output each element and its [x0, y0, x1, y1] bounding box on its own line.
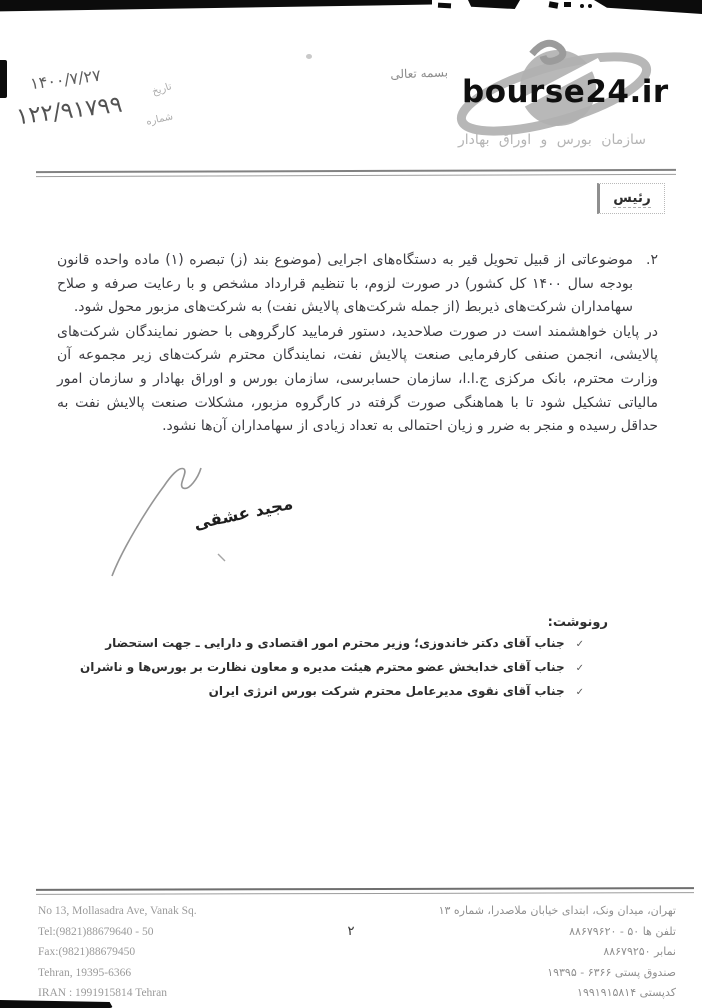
- besmele-text: بسمه تعالی: [390, 65, 449, 82]
- scan-smudge: [306, 54, 312, 59]
- bourse24-watermark-text: bourse24.ir: [462, 74, 669, 110]
- organization-name: سازمان بورس و اوراق بهادار: [457, 132, 646, 148]
- scan-artifact-mark: [549, 1, 559, 8]
- footer-en-line: Tehran, 19395-6366: [38, 966, 132, 979]
- scan-artifact-dot: [588, 4, 592, 8]
- cc-item: [80, 659, 608, 677]
- check-icon: ✓: [575, 663, 584, 674]
- list-item-marker: ۲.: [646, 252, 658, 268]
- closing-paragraph: در پایان خواهشمند است در صورت صلاحدید، دستور فرمایید کارگروهی با حضور نمایندگان شرکت‌های پالایشی، انجمن صنفی کارفرمایی صنعت پالایش نفت، نمایندگان محترم شرکت‌های زیر مجموعه آن وزارت محترم، بانک مرکزی ج.ا.ا، سازمان حسابرسی، سازمان بورس و اوراق بهادار و سازمان امور مالیاتی تشکیل شود تا با هماهنگی صورت گرفته در کارگروه مزبور، مشکلات صنعت پالایش نفت به حداقل رسیده و منجر به ضرر و زیان احتمالی به تعداد زیادی از سهامداران آن‌ها نشود.: [57, 323, 658, 435]
- signature-name: مجید عشقی: [192, 493, 295, 534]
- cc-item-text: جناب آقای نقوی مدیرعامل محترم شرکت بورس انرژی ایران: [208, 684, 565, 698]
- footer-fa-line: صندوق پستی ۶۳۶۶ - ۱۹۳۹۵: [547, 965, 676, 979]
- footer-fa-line: کدپستی ۱۹۹۱۹۱۵۸۱۴: [577, 986, 676, 1000]
- cc-item-text: جناب آقای خدابخش عضو محترم هیئت مدیره و معاون نظارت بر بورس‌ها و ناشران: [79, 660, 565, 674]
- footer-en-line: Fax:(9821)88679450: [38, 946, 136, 959]
- footer-en-line: No 13, Mollasadra Ave, Vanak Sq.: [38, 905, 197, 917]
- scan-artifact-blob: [594, 0, 702, 14]
- role-box: [597, 183, 665, 214]
- cc-item: [80, 635, 608, 653]
- scan-artifact-dot: [580, 4, 584, 8]
- page-number: ۲: [347, 924, 355, 939]
- handwritten-date: ۱۴۰۰/۷/۲۷: [29, 65, 102, 94]
- cc-section: [80, 615, 608, 707]
- role-label: رئیس: [613, 189, 651, 206]
- check-icon: ✓: [575, 687, 584, 698]
- footer-address-fa: [439, 901, 676, 1004]
- scan-artifact-blob: [468, 0, 520, 9]
- footer-address-en: [38, 901, 197, 1004]
- handwritten-letter-number: ۱۲۲/۹۱۷۹۹: [14, 91, 124, 131]
- list-item-text: موضوعاتی از قبیل تحویل قیر به دستگاه‌های اجرایی (موضوع بند (ز) تبصره (۱) ماده واحده قانون بودجه سال ۱۴۰۰ کل کشور) در صورت لزوم، با تنظیم قرارداد مشخص و با رعایت صرفه و صلاح سهامداران شرکت‌های ذیربط (از جمله شرکت‌های پالایش نفت) به شرکت‌های مزبور محول شود.: [57, 252, 634, 316]
- scan-artifact-dash: [438, 3, 451, 9]
- cc-item-text: جناب آقای دکتر خاندوزی؛ وزیر محترم امور اقتصادی و دارایی ـ جهت استحضار: [105, 636, 565, 650]
- check-icon: ✓: [575, 639, 584, 650]
- cc-label: رونوشت:: [547, 615, 608, 630]
- list-item-2: [57, 249, 658, 320]
- footer-divider-rule: [36, 887, 694, 895]
- cc-item: [80, 683, 608, 701]
- number-label: شماره: [145, 111, 175, 128]
- footer-fa-line: تهران، میدان ونک، ابتدای خیابان ملاصدرا، شماره ۱۳: [438, 904, 676, 917]
- letter-body: [57, 249, 658, 439]
- scan-artifact-mark: [564, 2, 571, 7]
- header-divider-rule: [36, 169, 676, 177]
- footer-en-line: Tel:(9821)88679640 - 50: [38, 925, 154, 938]
- date-label: تاریخ: [150, 81, 174, 98]
- footer-fa-line: نمابر ۸۸۶۷۹۲۵۰: [603, 945, 676, 959]
- footer-fa-line: تلفن ها ۵۰ - ۸۸۶۷۹۶۲۰: [569, 924, 676, 938]
- scan-artifact-left-edge: [0, 60, 7, 98]
- footer-en-line: IRAN : 1991915814 Tehran: [38, 987, 167, 1000]
- scan-artifact-top-bar: [0, 0, 432, 12]
